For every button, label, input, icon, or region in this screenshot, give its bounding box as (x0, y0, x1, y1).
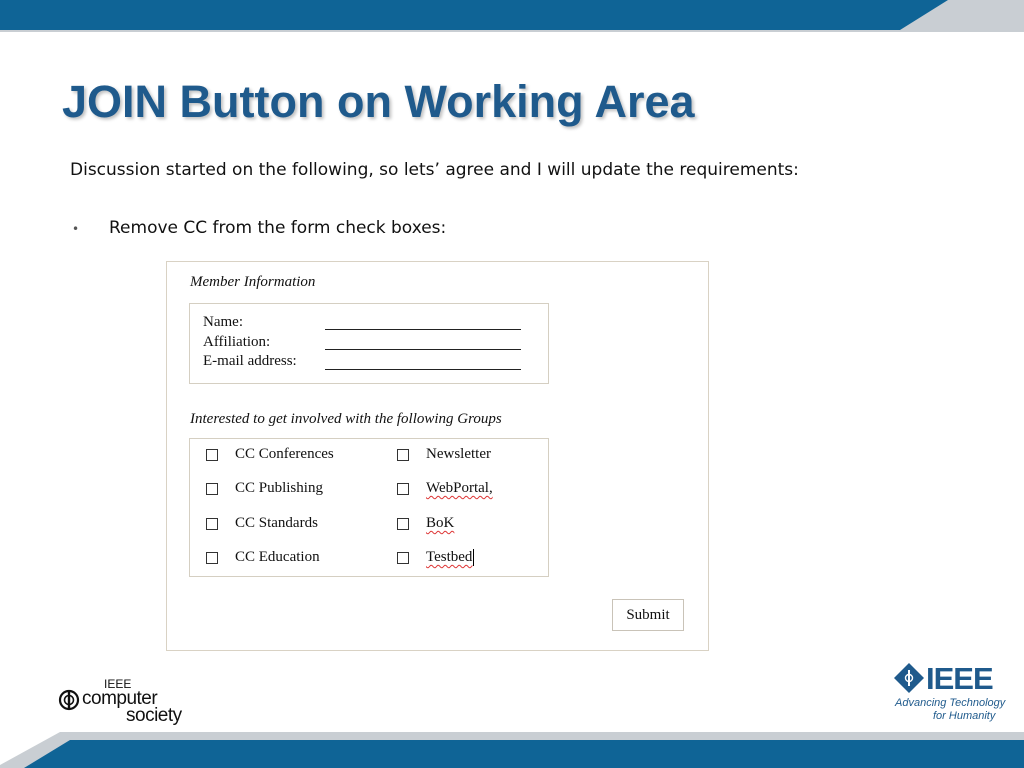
email-field[interactable] (325, 369, 521, 370)
cs-logo-society-text: society (126, 705, 182, 726)
checkbox-cc-education[interactable] (206, 549, 320, 566)
checkbox-icon (206, 449, 218, 461)
checkbox-icon (206, 518, 218, 530)
text-cursor (473, 549, 474, 566)
checkbox-icon (397, 483, 409, 495)
checkbox-webportal[interactable] (397, 480, 493, 497)
ieee-diamond-icon (893, 662, 925, 694)
name-label: Name: (203, 314, 243, 330)
affiliation-label: Affiliation: (203, 334, 271, 350)
checkbox-label: Newsletter (426, 446, 491, 462)
submit-button[interactable]: Submit (612, 599, 684, 631)
name-field[interactable] (325, 329, 521, 330)
member-form (166, 261, 709, 651)
checkbox-label: BoK (426, 515, 455, 531)
ieee-logo (893, 660, 1008, 724)
checkbox-cc-conferences[interactable] (206, 446, 334, 463)
cs-logo-computer-text: computer (82, 688, 158, 709)
checkbox-label: CC Standards (235, 515, 318, 531)
checkbox-label: CC Education (235, 549, 320, 565)
bottom-decorative-band (0, 728, 1024, 768)
checkbox-cc-standards[interactable] (206, 515, 318, 532)
ieee-tagline-2: for Humanity (933, 710, 996, 722)
intro-text: Discussion started on the following, so lets’ agree and I will update the requirements: (70, 160, 799, 180)
checkbox-label: WebPortal, (426, 480, 493, 496)
checkbox-label: Testbed (426, 549, 473, 565)
checkbox-icon (397, 449, 409, 461)
member-info-heading: Member Information (190, 274, 316, 290)
checkbox-cc-publishing[interactable] (206, 480, 323, 497)
member-fields-box (189, 303, 549, 384)
checkbox-testbed[interactable] (397, 549, 474, 566)
affiliation-field[interactable] (325, 349, 521, 350)
groups-heading: Interested to get involved with the following Groups (190, 411, 502, 427)
checkbox-icon (397, 518, 409, 530)
checkbox-newsletter[interactable] (397, 446, 491, 463)
checkbox-icon (206, 552, 218, 564)
checkbox-label: CC Conferences (235, 446, 334, 462)
computer-society-logo (58, 677, 198, 727)
checkbox-bok[interactable] (397, 515, 454, 532)
cs-logo-ieee-text: IEEE (104, 677, 132, 691)
checkbox-icon (397, 552, 409, 564)
bullet-text: Remove CC from the form check boxes: (109, 218, 447, 238)
bullet-marker: • (72, 222, 80, 236)
email-label: E-mail address: (203, 353, 297, 369)
checkbox-label: CC Publishing (235, 480, 323, 496)
groups-box (189, 438, 549, 577)
slide-title: JOIN Button on Working Area (62, 76, 695, 127)
checkbox-icon (206, 483, 218, 495)
ieee-logo-word: IEEE (926, 661, 993, 696)
ieee-tagline-1: Advancing Technology (895, 697, 1006, 709)
top-decorative-band (0, 0, 1024, 32)
computer-society-mark-icon (58, 689, 80, 711)
